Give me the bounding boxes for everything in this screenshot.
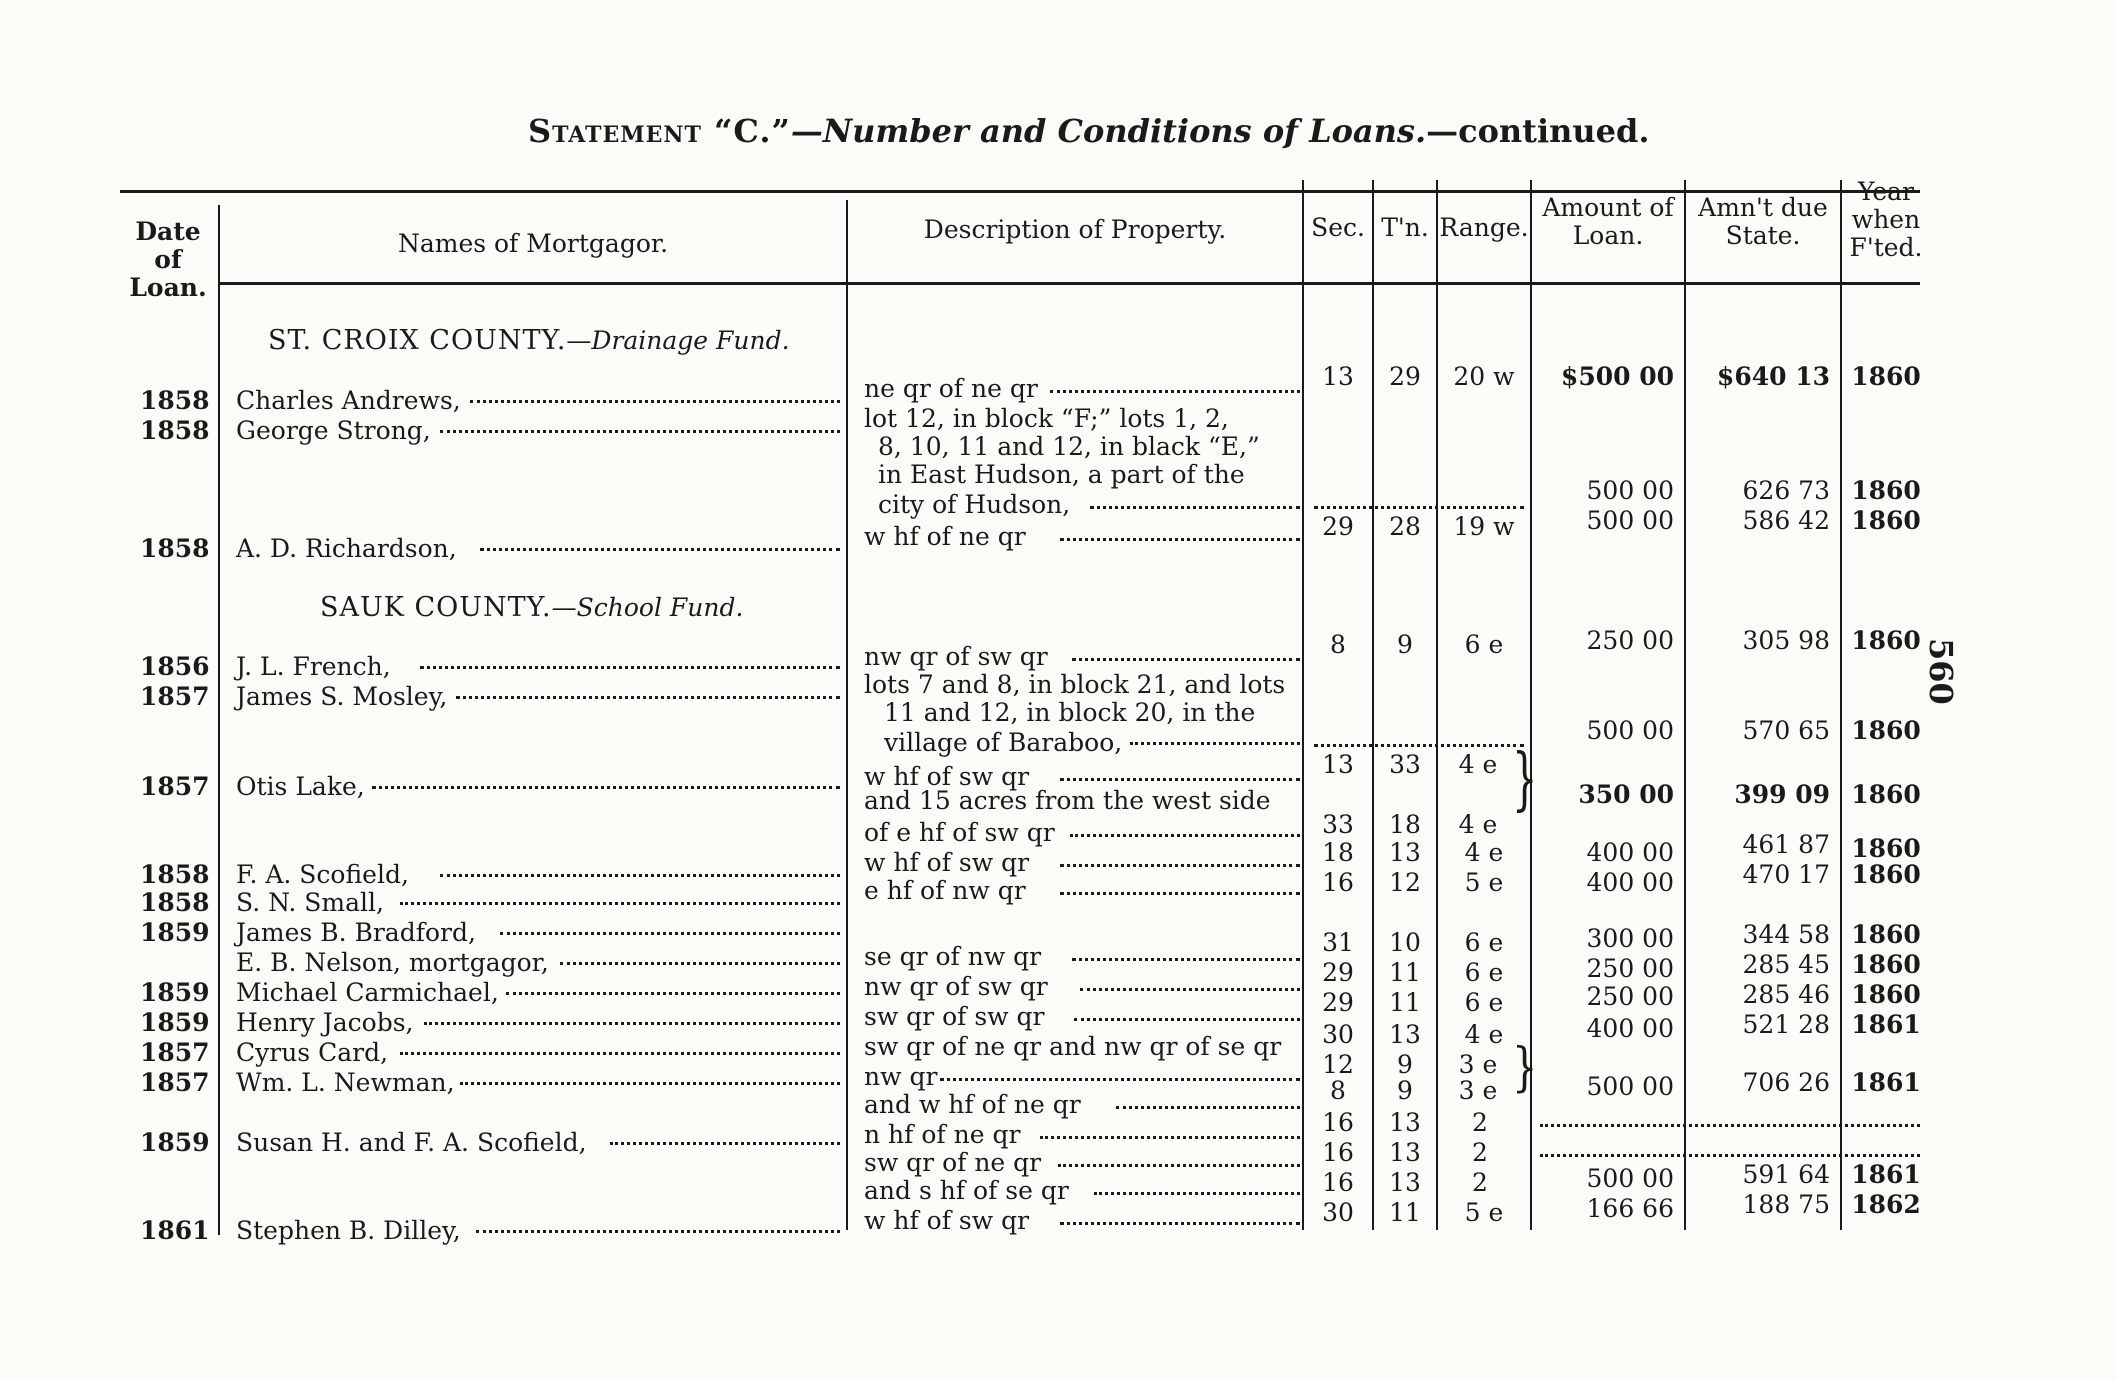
table-row-year: 1860 — [1851, 506, 1921, 535]
col-rule-2 — [846, 200, 848, 1230]
leader-dots — [1050, 390, 1300, 393]
table-row-amount: 400 00 — [1586, 868, 1674, 897]
table-row-tn: 12 — [1389, 868, 1421, 897]
table-row-date: 1858 — [140, 534, 210, 563]
table-row-due: 305 98 — [1742, 626, 1830, 655]
table-row-desc: and w hf of ne qr — [864, 1090, 1081, 1119]
table-row-date: 1856 — [140, 652, 210, 681]
leader-dots — [400, 902, 840, 905]
table-row-desc: sw qr of ne qr and nw qr of se qr — [864, 1032, 1282, 1061]
table-row-amount: 350 00 — [1578, 780, 1674, 809]
table-row-due: 470 17 — [1742, 860, 1830, 889]
table-row-range: 2 — [1472, 1168, 1488, 1197]
table-row-range: 2 — [1472, 1138, 1488, 1167]
table-row-amount: 400 00 — [1586, 1014, 1674, 1043]
table-row-date: 1859 — [140, 978, 210, 1007]
leader-dots — [1040, 1136, 1300, 1139]
leader-dots — [470, 400, 840, 403]
table-row-tn: 10 — [1389, 928, 1421, 957]
table-row-name: James S. Mosley, — [236, 682, 448, 711]
table-row-date: 1858 — [140, 386, 210, 415]
table-row-tn: 13 — [1389, 1168, 1421, 1197]
table-row-year: 1860 — [1851, 362, 1921, 391]
table-row-tn: 9 — [1397, 1076, 1413, 1105]
table-row-desc-line: sw qr of ne qr — [864, 1148, 1042, 1177]
table-row-range: 4 e — [1458, 750, 1498, 779]
table-row-date: 1858 — [140, 416, 210, 445]
leader-dots — [476, 1230, 840, 1233]
table-row-sec: 30 — [1322, 1020, 1354, 1049]
header-names: Names of Mortgagor. — [397, 229, 669, 258]
section-heading-st-croix — [268, 325, 790, 356]
leader-dots — [1060, 892, 1300, 895]
title-subject: —Number and Conditions of Loans. — [790, 112, 1427, 150]
table-row-desc-line: and 15 acres from the west side — [864, 786, 1271, 815]
table-row-range: 6 e — [1464, 630, 1504, 659]
table-row-amount: 500 00 — [1586, 1072, 1674, 1101]
table-row-sec: 18 — [1322, 838, 1354, 867]
table-row-desc-line: in East Hudson, a part of the — [878, 460, 1245, 489]
table-row-tn: 11 — [1389, 1198, 1421, 1227]
table-row-tn: 29 — [1389, 362, 1421, 391]
table-row-year: 1861 — [1851, 1068, 1921, 1097]
table-row-desc: w hf of sw qr — [864, 1206, 1030, 1235]
leader-dots — [1060, 1222, 1300, 1225]
table-row-name: Wm. L. Newman, — [236, 1068, 455, 1097]
leader-dots — [1314, 744, 1524, 747]
table-row-sec: 16 — [1322, 868, 1354, 897]
table-row-date: 1859 — [140, 1128, 210, 1157]
table-row-year: 1860 — [1851, 950, 1921, 979]
table-row-name: Charles Andrews, — [236, 386, 461, 415]
leader-dots — [372, 786, 840, 789]
table-row-due: 586 42 — [1742, 506, 1830, 535]
table-row-name: J. L. French, — [236, 652, 391, 681]
table-row-due: 285 45 — [1742, 950, 1830, 979]
table-row-range: 4 e — [1464, 1020, 1504, 1049]
fund-name: —School Fund. — [551, 593, 744, 622]
table-row-year: 1860 — [1851, 834, 1921, 863]
table-row-desc: ne qr of ne qr — [864, 374, 1038, 403]
table-row-sec: 13 — [1322, 362, 1354, 391]
fund-name: —Drainage Fund. — [566, 326, 790, 355]
table-row-name: E. B. Nelson, mortgagor, — [236, 948, 549, 977]
leader-dots — [1130, 742, 1300, 745]
leader-dots — [1072, 658, 1300, 661]
col-rule-1 — [218, 205, 220, 1235]
table-row-amount: 500 00 — [1586, 506, 1674, 535]
table-row-due: 591 64 — [1742, 1160, 1830, 1189]
county-name: SAUK COUNTY. — [320, 592, 552, 623]
county-name: ST. CROIX COUNTY. — [268, 325, 567, 356]
leader-dots — [1072, 958, 1300, 961]
leader-dots — [440, 874, 840, 877]
table-row-range: 6 e — [1464, 988, 1504, 1017]
table-row-amount: $500 00 — [1560, 362, 1674, 391]
leader-dots — [440, 430, 840, 433]
table-row-amount: 166 66 — [1586, 1194, 1674, 1223]
table-row-tn: 11 — [1389, 988, 1421, 1017]
table-row-year: 1860 — [1851, 780, 1921, 809]
table-row-desc: w hf of ne qr — [864, 522, 1026, 551]
table-row-year: 1860 — [1851, 476, 1921, 505]
table-row-date: 1859 — [140, 918, 210, 947]
table-row-name: F. A. Scofield, — [236, 860, 409, 889]
table-row-desc: w hf of sw qr — [864, 848, 1030, 877]
table-row-year: 1861 — [1851, 1010, 1921, 1039]
table-row-due: $640 13 — [1716, 362, 1830, 391]
table-row-date: 1857 — [140, 682, 210, 711]
table-row-desc: se qr of nw qr — [864, 942, 1042, 971]
table-row-desc: nw qr — [864, 1062, 938, 1091]
header-amount: Amount of Loan. — [1542, 193, 1674, 250]
table-row-date: 1858 — [140, 860, 210, 889]
leader-dots — [1060, 778, 1300, 781]
header-date: Date of Loan. — [129, 217, 207, 302]
table-row-range: 2 — [1472, 1108, 1488, 1137]
leader-dots — [940, 1078, 1300, 1081]
table-row-desc-line: village of Baraboo, — [884, 728, 1123, 757]
table-row-sec: 29 — [1322, 958, 1354, 987]
table-row-name: George Strong, — [236, 416, 431, 445]
leader-dots — [1116, 1106, 1300, 1109]
page-number: 560 — [1922, 638, 1960, 705]
leader-dots — [1094, 1192, 1300, 1195]
table-row-tn: 13 — [1389, 1138, 1421, 1167]
table-row-due: 285 46 — [1742, 980, 1830, 1009]
table-row-desc-line: city of Hudson, — [878, 490, 1071, 519]
table-row-year: 1860 — [1851, 626, 1921, 655]
table-row-name: Michael Carmichael, — [236, 978, 499, 1007]
table-row-date: 1858 — [140, 888, 210, 917]
table-row-due: 399 09 — [1734, 780, 1830, 809]
table-row-sec: 31 — [1322, 928, 1354, 957]
table-row-due: 521 28 — [1742, 1010, 1830, 1039]
table-row-tn: 9 — [1397, 630, 1413, 659]
leader-dots — [460, 1082, 840, 1085]
title-statement: Statement “C.” — [528, 112, 791, 150]
leader-dots — [1080, 988, 1300, 991]
table-row-due: 344 58 — [1742, 920, 1830, 949]
table-row-amount: 500 00 — [1586, 1164, 1674, 1193]
table-row-name: Stephen B. Dilley, — [236, 1216, 461, 1245]
table-row-sec: 16 — [1322, 1168, 1354, 1197]
range-brace: } — [1512, 740, 1538, 820]
table-row-desc-line: 11 and 12, in block 20, in the — [884, 698, 1256, 727]
table-row-desc-line: and s hf of se qr — [864, 1176, 1069, 1205]
table-row-desc-line: lot 12, in block “F;” lots 1, 2, — [864, 404, 1229, 433]
table-row-range: 19 w — [1453, 512, 1515, 541]
table-row-year: 1861 — [1851, 1160, 1921, 1189]
table-row-sec: 33 — [1322, 810, 1354, 839]
table-row-desc: nw qr of sw qr — [864, 642, 1048, 671]
table-row-desc-line: of e hf of sw qr — [864, 818, 1055, 847]
leader-dots — [1540, 1124, 1920, 1127]
table-row-due: 706 26 — [1742, 1068, 1830, 1097]
table-row-date: 1857 — [140, 1068, 210, 1097]
leader-dots — [1540, 1154, 1920, 1157]
table-row-year: 1860 — [1851, 860, 1921, 889]
table-row-desc-line: n hf of ne qr — [864, 1120, 1021, 1149]
leader-dots — [424, 1022, 840, 1025]
table-row-due: 461 87 — [1742, 830, 1830, 859]
leader-dots — [500, 932, 840, 935]
table-row-due: 626 73 — [1742, 476, 1830, 505]
table-row-desc-line: w hf of sw qr — [864, 762, 1030, 791]
table-row-date: 1857 — [140, 1038, 210, 1067]
table-row-date: 1857 — [140, 772, 210, 801]
leader-dots — [560, 962, 840, 965]
table-row-tn: 13 — [1389, 1020, 1421, 1049]
table-row-due: 570 65 — [1742, 716, 1830, 745]
table-row-range: 6 e — [1464, 928, 1504, 957]
table-row-tn: 13 — [1389, 1108, 1421, 1137]
leader-dots — [1070, 834, 1300, 837]
title-continued: —continued. — [1426, 112, 1650, 150]
table-row-desc: e hf of nw qr — [864, 876, 1026, 905]
table-row-desc: sw qr of sw qr — [864, 1002, 1045, 1031]
header-year: Year when F'ted. — [1849, 177, 1923, 262]
leader-dots — [506, 992, 840, 995]
page-title — [528, 112, 1650, 150]
table-row-sec: 29 — [1322, 988, 1354, 1017]
table-row-year: 1860 — [1851, 716, 1921, 745]
leader-dots — [1060, 864, 1300, 867]
range-brace: } — [1512, 1038, 1538, 1098]
header-bottom-rule — [220, 282, 1920, 285]
table-row-sec: 16 — [1322, 1108, 1354, 1137]
table-row-range: 5 e — [1464, 1198, 1504, 1227]
leader-dots — [610, 1142, 840, 1145]
table-row-desc: nw qr of sw qr — [864, 972, 1048, 1001]
leader-dots — [1074, 1018, 1300, 1021]
table-row-amount: 250 00 — [1586, 982, 1674, 1011]
table-row-desc-line: lots 7 and 8, in block 21, and lots — [864, 670, 1286, 699]
table-row-sec: 29 — [1322, 512, 1354, 541]
table-row-tn: 18 — [1389, 810, 1421, 839]
table-row-tn: 28 — [1389, 512, 1421, 541]
table-row-tn: 13 — [1389, 838, 1421, 867]
table-row-name: Otis Lake, — [236, 772, 365, 801]
table-row-tn: 11 — [1389, 958, 1421, 987]
leader-dots — [1060, 538, 1300, 541]
table-row-range: 3 e — [1458, 1076, 1498, 1105]
leader-dots — [1058, 1164, 1300, 1167]
header-description: Description of Property. — [923, 215, 1227, 244]
table-row-desc-line: 8, 10, 11 and 12, in black “E,” — [878, 432, 1260, 461]
leader-dots — [480, 548, 840, 551]
section-heading-sauk — [320, 592, 743, 623]
table-row-name: A. D. Richardson, — [236, 534, 457, 563]
table-row-sec: 16 — [1322, 1138, 1354, 1167]
header-tn: T'n. — [1381, 213, 1429, 242]
table-row-amount: 250 00 — [1586, 626, 1674, 655]
table-row-name: Susan H. and F. A. Scofield, — [236, 1128, 587, 1157]
table-row-year: 1860 — [1851, 980, 1921, 1009]
table-row-amount: 500 00 — [1586, 716, 1674, 745]
table-row-tn: 9 — [1397, 1050, 1413, 1079]
table-row-name: Cyrus Card, — [236, 1038, 389, 1067]
table-row-sec: 8 — [1330, 1076, 1346, 1105]
table-row-range: 4 e — [1458, 810, 1498, 839]
table-row-name: James B. Bradford, — [236, 918, 476, 947]
leader-dots — [1314, 506, 1524, 509]
table-row-year: 1860 — [1851, 920, 1921, 949]
table-row-due: 188 75 — [1742, 1190, 1830, 1219]
leader-dots — [1090, 506, 1300, 509]
table-row-tn: 33 — [1389, 750, 1421, 779]
table-row-sec: 8 — [1330, 630, 1346, 659]
table-row-sec: 30 — [1322, 1198, 1354, 1227]
table-row-range: 5 e — [1464, 868, 1504, 897]
header-sec: Sec. — [1311, 213, 1365, 242]
table-row-sec: 12 — [1322, 1050, 1354, 1079]
table-row-sec: 13 — [1322, 750, 1354, 779]
leader-dots — [400, 1052, 840, 1055]
table-row-amount: 400 00 — [1586, 838, 1674, 867]
table-row-amount: 500 00 — [1586, 476, 1674, 505]
header-range: Range. — [1439, 213, 1529, 242]
table-row-date: 1861 — [140, 1216, 210, 1245]
table-row-name: Henry Jacobs, — [236, 1008, 414, 1037]
table-row-range: 20 w — [1453, 362, 1515, 391]
leader-dots — [456, 696, 840, 699]
table-row-year: 1862 — [1851, 1190, 1921, 1219]
table-row-range: 6 e — [1464, 958, 1504, 987]
table-row-date: 1859 — [140, 1008, 210, 1037]
table-row-range: 3 e — [1458, 1050, 1498, 1079]
table-row-name: S. N. Small, — [236, 888, 384, 917]
leader-dots — [420, 666, 840, 669]
table-row-amount: 250 00 — [1586, 954, 1674, 983]
table-row-amount: 300 00 — [1586, 924, 1674, 953]
table-row-range: 4 e — [1464, 838, 1504, 867]
header-due: Amn't due State. — [1698, 193, 1828, 250]
